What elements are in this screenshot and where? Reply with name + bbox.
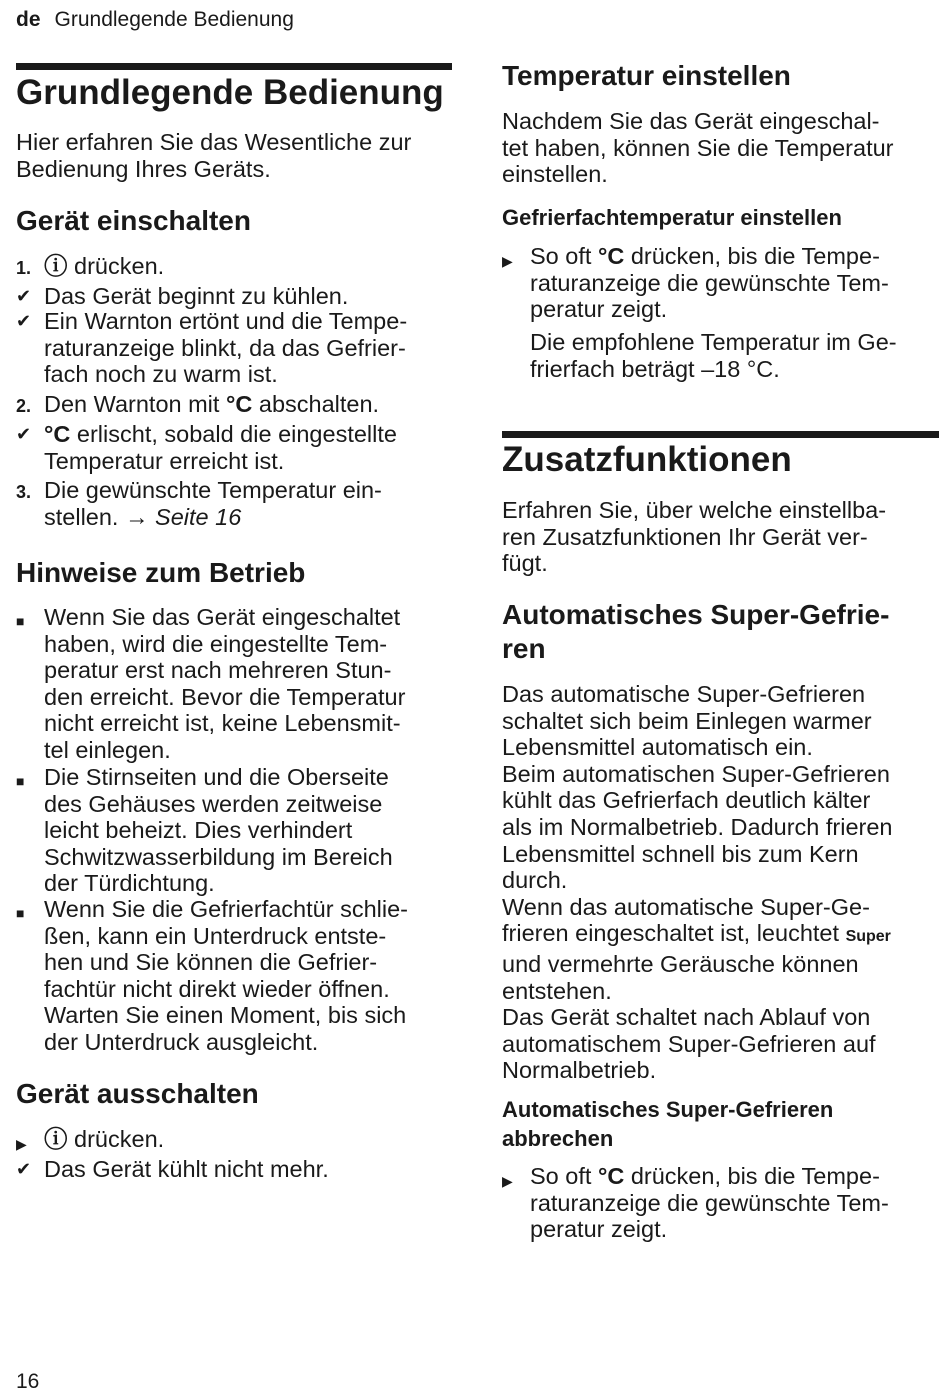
recommended-temperature-note — [530, 329, 897, 382]
power-icon: ⓘ — [44, 253, 68, 279]
step-line: raturanzeige die gewünschte Tem- — [530, 269, 889, 296]
paragraph-line: frieren eingeschaltet ist, leuchtet — [502, 920, 840, 947]
intro-paragraph — [16, 129, 411, 182]
page-reference-link[interactable]: Seite 16 — [155, 503, 242, 530]
bullet-square-icon: ■ — [16, 773, 25, 789]
celsius-button-icon: °C — [597, 243, 625, 269]
paragraph-line: durch. — [502, 867, 568, 894]
step-text: abschalten. — [258, 391, 380, 417]
hint-line: des Gehäuses werden zeitweise — [44, 790, 383, 817]
step-number: 3. — [16, 482, 32, 502]
triangle-bullet-icon: ▶ — [502, 253, 513, 269]
result-2 — [16, 308, 452, 388]
heading-line: abbrechen — [502, 1126, 614, 1151]
step-line: stellen. — [44, 503, 119, 530]
paragraph-line: Wenn das automatische Super-Ge- — [502, 893, 870, 920]
triangle-bullet-icon: ▶ — [502, 1173, 513, 1189]
instruction-step — [16, 1126, 452, 1153]
result-line: Ein Warnton ertönt und die Tempe- — [44, 308, 408, 334]
paragraph-line: und vermehrte Geräusche können — [502, 950, 859, 977]
heading-line: Automatisches Super-Gefrieren — [502, 1097, 834, 1122]
note-line: Die empfohlene Temperatur im Ge- — [530, 329, 897, 355]
paragraph-line: fügt. — [502, 550, 548, 577]
hint-line: haben, wird die eingestellte Tem- — [44, 630, 388, 657]
hint-line: Wenn Sie das Gerät eingeschaltet — [44, 604, 401, 630]
hint-line: der Türdichtung. — [44, 870, 215, 897]
paragraph-line: Normalbetrieb. — [502, 1057, 657, 1084]
hint-line: ßen, kann ein Unterdruck entste- — [44, 922, 387, 949]
hint-line: leicht beheizt. Dies verhindert — [44, 817, 353, 844]
step-line: drücken, bis die Tempe- — [630, 1163, 880, 1189]
bullet-square-icon: ■ — [16, 613, 25, 629]
paragraph-line: Lebensmittel schnell bis zum Kern — [502, 840, 859, 867]
celsius-button-icon: °C — [44, 421, 71, 447]
check-icon: ✔ — [16, 424, 32, 444]
page-number: 16 — [16, 1370, 40, 1393]
step-line: drücken, bis die Tempe- — [630, 243, 880, 269]
result-line: fach noch zu warm ist. — [44, 361, 278, 388]
result-line: Temperatur erreicht ist. — [44, 447, 285, 474]
intro-line: Bedienung Ihres Geräts. — [16, 155, 271, 182]
instruction-step — [502, 1163, 942, 1243]
step-line: peratur zeigt. — [530, 296, 668, 323]
step-text: So oft — [530, 1163, 592, 1189]
hint-item — [16, 764, 452, 897]
step-text: So oft — [530, 243, 592, 269]
power-icon: ⓘ — [44, 1126, 68, 1152]
result-line: raturanzeige blinkt, da das Gefrier- — [44, 334, 406, 361]
paragraph-line: Das Gerät schaltet nach Ablauf von — [502, 1004, 871, 1031]
step-number: 2. — [16, 396, 32, 416]
paragraph-line: einstellen. — [502, 161, 608, 188]
heading-hinweise-zum-betrieb: Hinweise zum Betrieb — [16, 557, 306, 588]
super-gefrieren-paragraph — [502, 681, 893, 1084]
celsius-button-icon: °C — [225, 391, 253, 417]
step-line: peratur zeigt. — [530, 1216, 668, 1243]
paragraph-line: automatischem Super-Gefrieren auf — [502, 1030, 876, 1057]
hint-line: nicht erreicht ist, keine Lebensmit- — [44, 710, 401, 737]
step-1 — [16, 253, 452, 280]
temp-intro-paragraph — [502, 108, 894, 188]
hint-line: hen und Sie können die Gefrier- — [44, 949, 378, 976]
hint-line: fachtür nicht direkt wieder öffnen. — [44, 975, 390, 1002]
hint-item — [16, 604, 452, 764]
language-code: de — [16, 8, 41, 31]
paragraph-line: Lebensmittel automatisch ein. — [502, 734, 813, 761]
paragraph-line: ren Zusatzfunktionen Ihr Gerät ver- — [502, 523, 868, 550]
heading-temperatur-einstellen: Temperatur einstellen — [502, 60, 791, 91]
section-rule — [502, 431, 939, 438]
paragraph-line: Beim automatischen Super-Gefrieren — [502, 760, 890, 787]
step-text: Den Warnton mit — [44, 391, 220, 417]
header-title: Grundlegende Bedienung — [54, 8, 294, 31]
bullet-square-icon: ■ — [16, 905, 25, 921]
hint-line: tel einlegen. — [44, 736, 171, 763]
hint-line: Schwitzwasserbildung im Bereich — [44, 843, 393, 870]
heading-geraet-einschalten: Gerät einschalten — [16, 205, 251, 236]
check-icon: ✔ — [16, 1159, 32, 1179]
super-indicator-icon: Super — [845, 928, 891, 946]
heading-automatisches-super-gefrieren — [502, 598, 889, 666]
step-line: raturanzeige die gewünschte Tem- — [530, 1189, 889, 1216]
hint-line: Warten Sie einen Moment, bis sich — [44, 1002, 407, 1029]
instruction-step — [502, 243, 942, 323]
paragraph-line: Erfahren Sie, über welche einstellba- — [502, 497, 887, 523]
paragraph-line: Das automatische Super-Gefrieren — [502, 681, 866, 707]
result-line: erlischt, sobald die eingestellte — [76, 421, 397, 447]
paragraph-line: Nachdem Sie das Gerät eingeschal- — [502, 108, 880, 134]
note-line: frierfach beträgt –18 °C. — [530, 355, 780, 382]
paragraph-line: tet haben, können Sie die Temperatur — [502, 134, 894, 161]
step-text: drücken. — [74, 1126, 165, 1152]
heading-line: Automatisches Super-Gefrie- — [502, 599, 890, 630]
result-3 — [16, 421, 452, 474]
check-icon: ✔ — [16, 311, 32, 331]
paragraph-line: kühlt das Gefrierfach deutlich kälter — [502, 787, 871, 814]
heading-geraet-ausschalten: Gerät ausschalten — [16, 1078, 259, 1109]
step-3 — [16, 477, 452, 530]
step-number: 1. — [16, 258, 32, 278]
hint-line: den erreicht. Bevor die Temperatur — [44, 683, 406, 710]
step-2 — [16, 391, 452, 418]
paragraph-line: entstehen. — [502, 977, 612, 1004]
result-text: Das Gerät kühlt nicht mehr. — [44, 1156, 329, 1182]
page-title: Grundlegende Bedienung — [16, 73, 444, 112]
hint-line: peratur erst nach mehreren Stun- — [44, 657, 392, 684]
hint-item — [16, 896, 452, 1056]
arrow-icon: → — [125, 503, 149, 530]
hint-line: Die Stirnseiten und die Oberseite — [44, 764, 389, 790]
zusatz-intro-paragraph — [502, 497, 886, 577]
hint-line: der Unterdruck ausgleicht. — [44, 1028, 319, 1055]
heading-gefrierfachtemperatur: Gefrierfachtemperatur einstellen — [502, 205, 842, 230]
result-1 — [16, 283, 452, 310]
step-text: drücken. — [74, 253, 165, 279]
paragraph-line: als im Normalbetrieb. Dadurch frieren — [502, 813, 893, 840]
heading-zusatzfunktionen: Zusatzfunktionen — [502, 440, 792, 479]
celsius-button-icon: °C — [597, 1163, 625, 1189]
paragraph-line: schaltet sich beim Einlegen warmer — [502, 707, 872, 734]
heading-super-gefrieren-abbrechen — [502, 1095, 833, 1153]
triangle-bullet-icon: ▶ — [16, 1136, 27, 1152]
step-line: Die gewünschte Temperatur ein- — [44, 477, 382, 503]
result — [16, 1156, 452, 1183]
check-icon: ✔ — [16, 286, 32, 306]
hint-line: Wenn Sie die Gefrierfachtür schlie- — [44, 896, 408, 922]
page-header — [16, 8, 294, 32]
result-text: Das Gerät beginnt zu kühlen. — [44, 283, 349, 309]
heading-line: ren — [502, 633, 546, 664]
intro-line: Hier erfahren Sie das Wesentliche zur — [16, 129, 412, 155]
section-rule — [16, 63, 452, 70]
